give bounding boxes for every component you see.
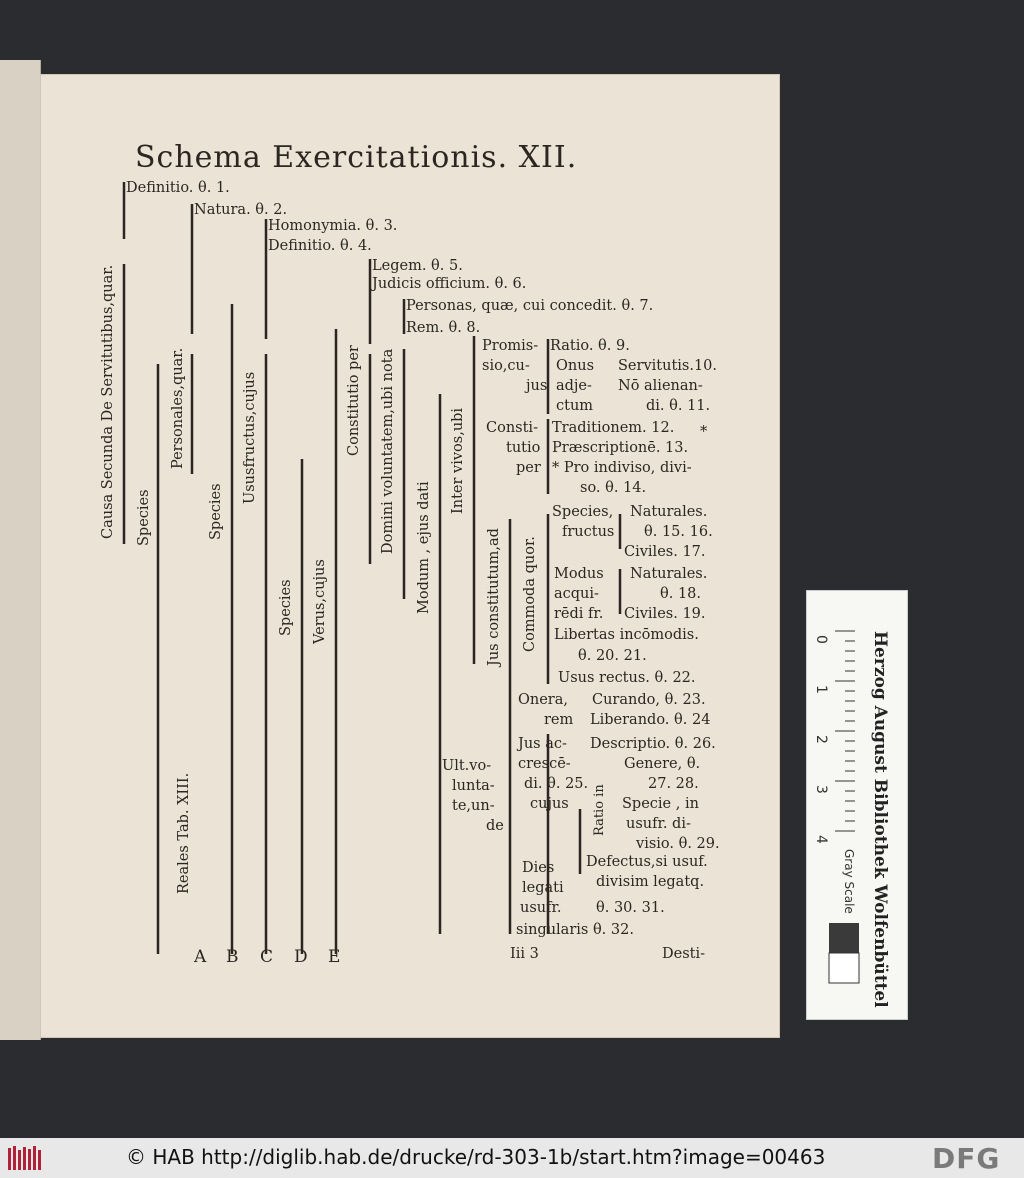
scale-number-1: 1 bbox=[813, 685, 829, 694]
ruler-ticks bbox=[835, 631, 855, 831]
entry-definitio-4: Definitio. θ. 4. bbox=[268, 238, 372, 254]
entry-rem-2: rem bbox=[544, 712, 574, 728]
entry-praescriptione: Præscriptionē. 13. bbox=[552, 440, 689, 456]
entry-redi: rēdi fr. bbox=[554, 606, 604, 622]
label-verus: Verus,cujus bbox=[312, 559, 328, 644]
entry-usufr: usufr. di- bbox=[626, 816, 691, 832]
entry-t3031: θ. 30. 31. bbox=[596, 900, 665, 916]
label-constitutio: Constitutio per bbox=[346, 345, 362, 456]
scale-graphic bbox=[807, 591, 907, 1019]
catchword: Desti- bbox=[662, 946, 706, 962]
entry-modus: Modus bbox=[554, 566, 604, 582]
entry-t1516: θ. 15. 16. bbox=[644, 524, 713, 540]
entry-curando: Curando, θ. 23. bbox=[592, 692, 706, 708]
entry-legati: legati bbox=[522, 880, 564, 896]
entry-no-alienan: Nō alienan- bbox=[618, 378, 703, 394]
entry-visio-29: visio. θ. 29. bbox=[636, 836, 720, 852]
entry-definitio-1: Definitio. θ. 1. bbox=[126, 180, 230, 196]
entry-civiles-17: Civiles. 17. bbox=[624, 544, 706, 560]
entry-divisim: divisim legatq. bbox=[596, 874, 705, 890]
institution-name: Herzog August Bibliothek Wolfenbüttel bbox=[870, 631, 890, 1008]
source-link[interactable]: © HAB http://diglib.hab.de/drucke/rd-303-1b/start.htm?image=00463 bbox=[126, 1145, 826, 1169]
entry-legem: Legem. θ. 5. bbox=[372, 258, 463, 274]
gray-swatch-dark bbox=[829, 923, 859, 953]
entry-di-25: di. θ. 25. bbox=[524, 776, 589, 792]
label-jus-constitutum: Jus constitutum,ad bbox=[486, 528, 502, 666]
bottom-letters bbox=[193, 947, 340, 967]
label-causa: Causa Secunda De Servitutibus,quar. bbox=[100, 264, 116, 539]
letter-a: A bbox=[194, 947, 207, 967]
entry-species-fr: Species, bbox=[552, 504, 614, 520]
entry-usufr-2: usufr. bbox=[520, 900, 562, 916]
scale-number-2: 2 bbox=[813, 735, 829, 744]
label-personales: Personales,quar. bbox=[170, 347, 186, 469]
entry-promis-3: jus bbox=[526, 378, 548, 394]
dfg-logo: DFG bbox=[932, 1142, 1001, 1175]
label-inter-vivos: Inter vivos,ubi bbox=[450, 407, 466, 514]
gray-scale-label: Gray Scale bbox=[842, 849, 856, 914]
entry-ratio-9: Ratio. θ. 9. bbox=[550, 338, 630, 354]
entry-te-un: te,un- bbox=[452, 798, 495, 814]
entry-promis-2: sio,cu- bbox=[482, 358, 530, 374]
entry-homonymia: Homonymia. θ. 3. bbox=[268, 218, 398, 234]
entry-genere: Genere, θ. bbox=[624, 756, 701, 772]
entry-judicis: Judicis officium. θ. 6. bbox=[372, 276, 527, 292]
label-ratio-in: Ratio in bbox=[592, 784, 607, 836]
entry-cujus: cujus bbox=[530, 796, 569, 812]
footer-bar bbox=[0, 1138, 1024, 1178]
entry-naturales: Naturales. bbox=[630, 504, 708, 520]
entry-pro-indiviso: * Pro indiviso, divi- bbox=[552, 460, 692, 476]
entry-t18: θ. 18. bbox=[660, 586, 702, 602]
entry-descriptio: Descriptio. θ. 26. bbox=[590, 736, 716, 752]
schema-diagram bbox=[40, 74, 780, 1038]
entry-servitutis: Servitutis.10. bbox=[618, 358, 718, 374]
label-species-2: Species bbox=[208, 483, 224, 540]
color-scale-bar bbox=[806, 590, 908, 1020]
letter-d: D bbox=[294, 947, 308, 967]
entry-cresce: crescē- bbox=[518, 756, 571, 772]
scale-number-0: 0 bbox=[813, 635, 829, 644]
entry-usus: Usus rectus. θ. 22. bbox=[558, 670, 696, 686]
scale-number-3: 3 bbox=[813, 785, 829, 794]
entry-de: de bbox=[486, 818, 504, 834]
entry-civiles-19: Civiles. 19. bbox=[624, 606, 706, 622]
entry-di-11: di. θ. 11. bbox=[646, 398, 711, 414]
entry-specie-in: Specie , in bbox=[622, 796, 699, 812]
entry-singularis: singularis θ. 32. bbox=[516, 922, 634, 938]
entry-onus: Onus bbox=[556, 358, 595, 374]
entry-natura: Natura. θ. 2. bbox=[194, 202, 288, 218]
letter-c: C bbox=[260, 947, 274, 967]
entry-ult-vo: Ult.vo- bbox=[442, 758, 492, 774]
letter-b: B bbox=[226, 947, 239, 967]
entry-traditionem: Traditionem. 12. bbox=[552, 420, 675, 436]
entry-t2728: 27. 28. bbox=[648, 776, 699, 792]
signature-mark: Iii 3 bbox=[510, 946, 539, 962]
entry-asterisk: * bbox=[700, 424, 708, 440]
entry-fructus: fructus bbox=[562, 524, 615, 540]
page-title: Schema Exercitationis. XII. bbox=[135, 140, 578, 175]
entry-onera: Onera, bbox=[518, 692, 568, 708]
entry-naturales-2: Naturales. bbox=[630, 566, 708, 582]
entry-acqui: acqui- bbox=[554, 586, 599, 602]
scanned-page bbox=[40, 74, 780, 1038]
entry-adje: adje- bbox=[556, 378, 592, 394]
entry-personas: Personas, quæ, cui concedit. θ. 7. bbox=[406, 298, 654, 314]
entry-rem: Rem. θ. 8. bbox=[406, 320, 481, 336]
entry-ctum: ctum bbox=[556, 398, 594, 414]
scale-number-4: 4 bbox=[813, 835, 829, 844]
entry-t2021: θ. 20. 21. bbox=[578, 648, 647, 664]
entry-jus-ac: Jus ac- bbox=[518, 736, 567, 752]
label-ususfructus: Ususfructus,cujus bbox=[242, 371, 258, 504]
label-commoda: Commoda quor. bbox=[522, 536, 538, 652]
letter-e: E bbox=[328, 947, 341, 967]
gray-swatch-light bbox=[829, 953, 859, 983]
entry-so-14: so. θ. 14. bbox=[580, 480, 647, 496]
entry-lunta: lunta- bbox=[452, 778, 495, 794]
entry-per: per bbox=[516, 460, 541, 476]
previous-page-edge bbox=[0, 60, 41, 1040]
label-species-1: Species bbox=[136, 489, 152, 546]
entry-promis-1: Promis- bbox=[482, 338, 539, 354]
entry-defectus: Defectus,si usuf. bbox=[586, 854, 708, 870]
label-species-3: Species bbox=[278, 579, 294, 636]
label-reales: Reales Tab. XIII. bbox=[176, 772, 192, 894]
label-modum: Modum , ejus dati bbox=[416, 481, 432, 614]
label-domini: Domini voluntatem,ubi nota bbox=[380, 348, 396, 554]
entry-dies: Dies bbox=[522, 860, 555, 876]
entry-libertas: Libertas incōmodis. bbox=[554, 627, 699, 643]
hab-logo-icon bbox=[6, 1144, 46, 1172]
entry-consti: Consti- bbox=[486, 420, 538, 436]
entry-liberando: Liberando. θ. 24 bbox=[590, 712, 711, 728]
entry-tutio: tutio bbox=[506, 440, 541, 456]
